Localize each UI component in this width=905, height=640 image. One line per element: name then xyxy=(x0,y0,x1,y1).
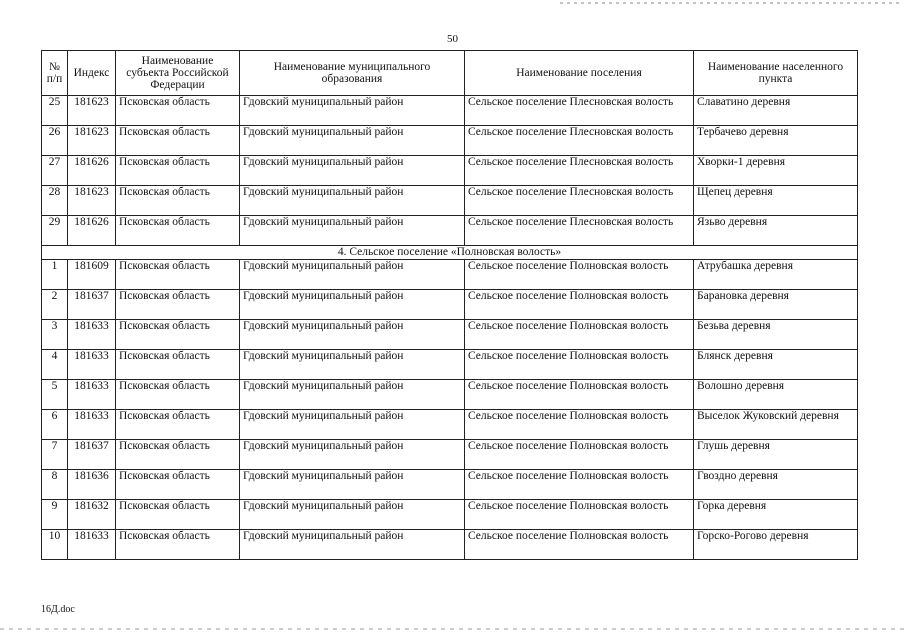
cell-locality: Славатино деревня xyxy=(694,96,858,126)
col-header-municipality: Наименование муниципального образования xyxy=(240,51,465,96)
cell-index: 181636 xyxy=(68,470,116,500)
cell-municipality: Гдовский муниципальный район xyxy=(240,260,465,290)
cell-municipality: Гдовский муниципальный район xyxy=(240,470,465,500)
cell-subject: Псковская область xyxy=(116,290,240,320)
cell-num: 25 xyxy=(42,96,68,126)
cell-settlement: Сельское поселение Полновская волость xyxy=(465,440,694,470)
cell-index: 181633 xyxy=(68,410,116,440)
col-header-locality: Наименование населенного пункта xyxy=(694,51,858,96)
cell-num: 26 xyxy=(42,126,68,156)
table-row xyxy=(42,470,858,500)
cell-locality: Выселок Жуковский деревня xyxy=(694,410,858,440)
table-row xyxy=(42,126,858,156)
cell-num: 3 xyxy=(42,320,68,350)
cell-index: 181633 xyxy=(68,530,116,560)
cell-settlement: Сельское поселение Плесновская волость xyxy=(465,126,694,156)
cell-num: 9 xyxy=(42,500,68,530)
cell-locality: Хворки-1 деревня xyxy=(694,156,858,186)
cell-subject: Псковская область xyxy=(116,156,240,186)
cell-settlement: Сельское поселение Полновская волость xyxy=(465,410,694,440)
cell-index: 181637 xyxy=(68,290,116,320)
cell-index: 181626 xyxy=(68,156,116,186)
cell-municipality: Гдовский муниципальный район xyxy=(240,320,465,350)
cell-settlement: Сельское поселение Полновская волость xyxy=(465,320,694,350)
table-body xyxy=(42,96,858,560)
cell-index: 181623 xyxy=(68,186,116,216)
cell-locality: Язьво деревня xyxy=(694,216,858,246)
cell-index: 181633 xyxy=(68,380,116,410)
table-row xyxy=(42,530,858,560)
cell-num: 1 xyxy=(42,260,68,290)
cell-index: 181633 xyxy=(68,320,116,350)
cell-municipality: Гдовский муниципальный район xyxy=(240,350,465,380)
cell-index: 181632 xyxy=(68,500,116,530)
cell-num: 2 xyxy=(42,290,68,320)
cell-num: 5 xyxy=(42,380,68,410)
cell-locality: Тербачево деревня xyxy=(694,126,858,156)
cell-subject: Псковская область xyxy=(116,500,240,530)
col-header-index: Индекс xyxy=(68,51,116,96)
cell-locality: Щепец деревня xyxy=(694,186,858,216)
table-row xyxy=(42,156,858,186)
table-row xyxy=(42,320,858,350)
cell-locality: Барановка деревня xyxy=(694,290,858,320)
cell-settlement: Сельское поселение Плесновская волость xyxy=(465,96,694,126)
cell-locality: Волошно деревня xyxy=(694,380,858,410)
cell-locality: Глушь деревня xyxy=(694,440,858,470)
cell-num: 7 xyxy=(42,440,68,470)
cell-settlement: Сельское поселение Плесновская волость xyxy=(465,216,694,246)
cell-municipality: Гдовский муниципальный район xyxy=(240,156,465,186)
cell-num: 28 xyxy=(42,186,68,216)
cell-municipality: Гдовский муниципальный район xyxy=(240,126,465,156)
cell-municipality: Гдовский муниципальный район xyxy=(240,96,465,126)
cell-municipality: Гдовский муниципальный район xyxy=(240,216,465,246)
cell-subject: Псковская область xyxy=(116,350,240,380)
cell-settlement: Сельское поселение Полновская волость xyxy=(465,470,694,500)
cell-settlement: Сельское поселение Полновская волость xyxy=(465,380,694,410)
cell-settlement: Сельское поселение Плесновская волость xyxy=(465,186,694,216)
cell-settlement: Сельское поселение Полновская волость xyxy=(465,290,694,320)
section-title: 4. Сельское поселение «Полновская волость» xyxy=(42,246,858,260)
cell-municipality: Гдовский муниципальный район xyxy=(240,186,465,216)
cell-locality: Горка деревня xyxy=(694,500,858,530)
settlements-table xyxy=(41,50,858,560)
cell-subject: Псковская область xyxy=(116,126,240,156)
cell-municipality: Гдовский муниципальный район xyxy=(240,500,465,530)
table-header-row xyxy=(42,51,858,96)
cell-subject: Псковская область xyxy=(116,320,240,350)
cell-municipality: Гдовский муниципальный район xyxy=(240,440,465,470)
table-row xyxy=(42,216,858,246)
page-number: 50 xyxy=(447,33,458,45)
cell-index: 181623 xyxy=(68,126,116,156)
col-header-settlement: Наименование поселения xyxy=(465,51,694,96)
cell-municipality: Гдовский муниципальный район xyxy=(240,290,465,320)
scan-artifact-top xyxy=(560,2,900,4)
cell-subject: Псковская область xyxy=(116,530,240,560)
table-row xyxy=(42,440,858,470)
cell-num: 29 xyxy=(42,216,68,246)
cell-subject: Псковская область xyxy=(116,186,240,216)
table-row xyxy=(42,186,858,216)
table-row xyxy=(42,350,858,380)
cell-locality: Горско-Рогово деревня xyxy=(694,530,858,560)
cell-index: 181623 xyxy=(68,96,116,126)
section-row xyxy=(42,246,858,260)
table-row xyxy=(42,290,858,320)
cell-subject: Псковская область xyxy=(116,96,240,126)
cell-num: 10 xyxy=(42,530,68,560)
cell-settlement: Сельское поселение Полновская волость xyxy=(465,530,694,560)
cell-subject: Псковская область xyxy=(116,470,240,500)
cell-municipality: Гдовский муниципальный район xyxy=(240,380,465,410)
table-row xyxy=(42,380,858,410)
cell-num: 4 xyxy=(42,350,68,380)
cell-num: 8 xyxy=(42,470,68,500)
cell-index: 181633 xyxy=(68,350,116,380)
table-row xyxy=(42,410,858,440)
cell-subject: Псковская область xyxy=(116,380,240,410)
cell-num: 27 xyxy=(42,156,68,186)
table-row xyxy=(42,260,858,290)
cell-num: 6 xyxy=(42,410,68,440)
cell-subject: Псковская область xyxy=(116,440,240,470)
cell-settlement: Сельское поселение Плесновская волость xyxy=(465,156,694,186)
cell-municipality: Гдовский муниципальный район xyxy=(240,410,465,440)
cell-index: 181609 xyxy=(68,260,116,290)
cell-municipality: Гдовский муниципальный район xyxy=(240,530,465,560)
cell-settlement: Сельское поселение Полновская волость xyxy=(465,500,694,530)
cell-index: 181626 xyxy=(68,216,116,246)
file-name-footer: 16Д.doc xyxy=(41,604,75,615)
cell-locality: Атрубашка деревня xyxy=(694,260,858,290)
cell-settlement: Сельское поселение Полновская волость xyxy=(465,350,694,380)
table-row xyxy=(42,96,858,126)
cell-settlement: Сельское поселение Полновская волость xyxy=(465,260,694,290)
col-header-subject: Наименование субъекта Российской Федерации xyxy=(116,51,240,96)
cell-subject: Псковская область xyxy=(116,260,240,290)
col-header-num: № п/п xyxy=(42,51,68,96)
scan-artifact-bottom xyxy=(0,628,905,630)
cell-index: 181637 xyxy=(68,440,116,470)
cell-subject: Псковская область xyxy=(116,410,240,440)
table-row xyxy=(42,500,858,530)
cell-locality: Гвоздно деревня xyxy=(694,470,858,500)
cell-subject: Псковская область xyxy=(116,216,240,246)
cell-locality: Блянск деревня xyxy=(694,350,858,380)
cell-locality: Безьва деревня xyxy=(694,320,858,350)
